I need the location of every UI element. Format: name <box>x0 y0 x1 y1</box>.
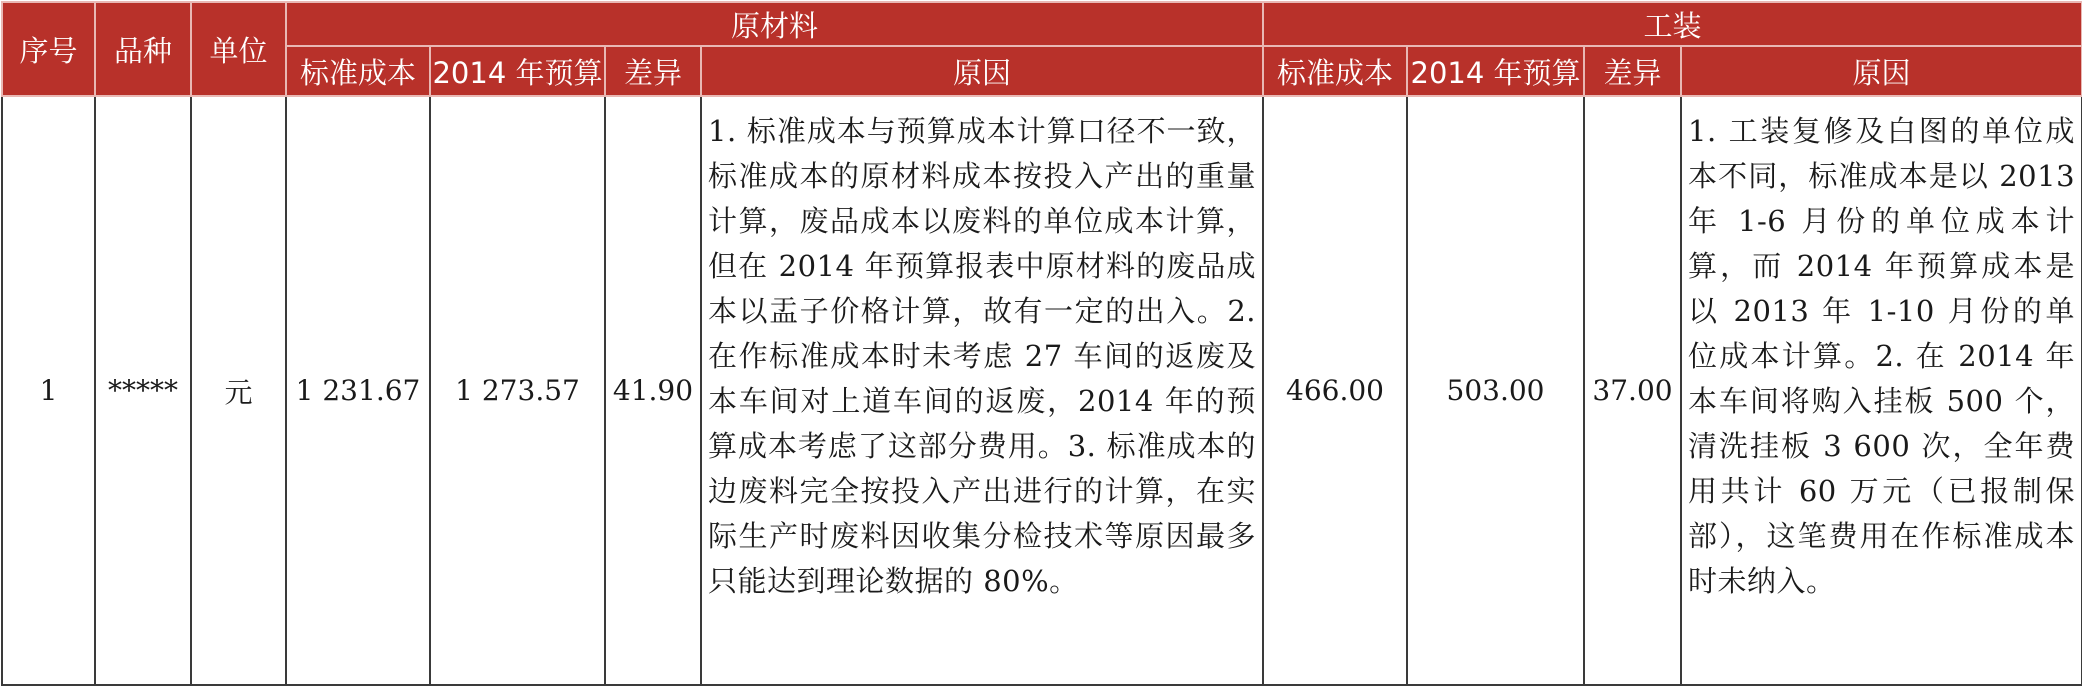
cell-variety: ***** <box>95 96 191 685</box>
cell-seq: 1 <box>2 96 95 685</box>
cost-comparison-table <box>1 1 2082 686</box>
header-raw-material-group: 原材料 <box>286 2 1263 46</box>
header-tooling-standard-cost: 标准成本 <box>1263 46 1407 96</box>
table-header <box>2 2 2082 96</box>
header-raw-standard-cost: 标准成本 <box>286 46 430 96</box>
header-tooling-group: 工装 <box>1263 2 2082 46</box>
cell-raw-standard-cost: 1 231.67 <box>286 96 430 685</box>
cell-tooling-standard-cost: 466.00 <box>1263 96 1407 685</box>
cell-tooling-budget-2014: 503.00 <box>1407 96 1584 685</box>
cell-tooling-difference: 37.00 <box>1584 96 1681 685</box>
raw-reason-text: 1. 标准成本与预算成本计算口径不一致，标准成本的原材料成本按投入产出的重量计算，废品成本以废料的单位成本计算，但在 2014 年预算报表中原材料的废品成本以盂子价格计算，故有一定的出入。2. 在作标准成本时未考虑 27 车间的返废及本车间对上道车间的返废，2014 年的预算成本考虑了这部分费用。3. 标准成本的边废料完全按投入产出进行的计算，在实际生产时废料因收集分检技术等原因最多只能达到理论数据的 80%。 <box>708 114 1257 598</box>
header-seq: 序号 <box>2 2 95 96</box>
header-row-columns <box>2 46 2082 96</box>
cell-tooling-reason <box>1681 96 2082 685</box>
header-tooling-budget-2014: 2014 年预算 <box>1407 46 1584 96</box>
header-unit: 单位 <box>191 2 286 96</box>
cell-unit: 元 <box>191 96 286 685</box>
header-raw-reason: 原因 <box>701 46 1263 96</box>
header-tooling-reason: 原因 <box>1681 46 2082 96</box>
cell-raw-budget-2014: 1 273.57 <box>430 96 605 685</box>
header-row-groups <box>2 2 2082 46</box>
cell-raw-difference: 41.90 <box>605 96 701 685</box>
tooling-reason-text: 1. 工装复修及白图的单位成本不同，标准成本是以 2013 年 1-6 月份的单位成本计算，而 2014 年预算成本是以 2013 年 1-10 月份的单位成本计算。2. 在 2014 年本车间将购入挂板 500 个，清洗挂板 3 600 次，全年费用共计 60 万元（已报制保部），这笔费用在作标准成本时未纳入。 <box>1688 114 2076 598</box>
table-body <box>2 96 2082 685</box>
table-row <box>2 96 2082 685</box>
header-raw-budget-2014: 2014 年预算 <box>430 46 605 96</box>
header-tooling-difference: 差异 <box>1584 46 1681 96</box>
cell-raw-reason <box>701 96 1263 685</box>
header-raw-difference: 差异 <box>605 46 701 96</box>
header-variety: 品种 <box>95 2 191 96</box>
